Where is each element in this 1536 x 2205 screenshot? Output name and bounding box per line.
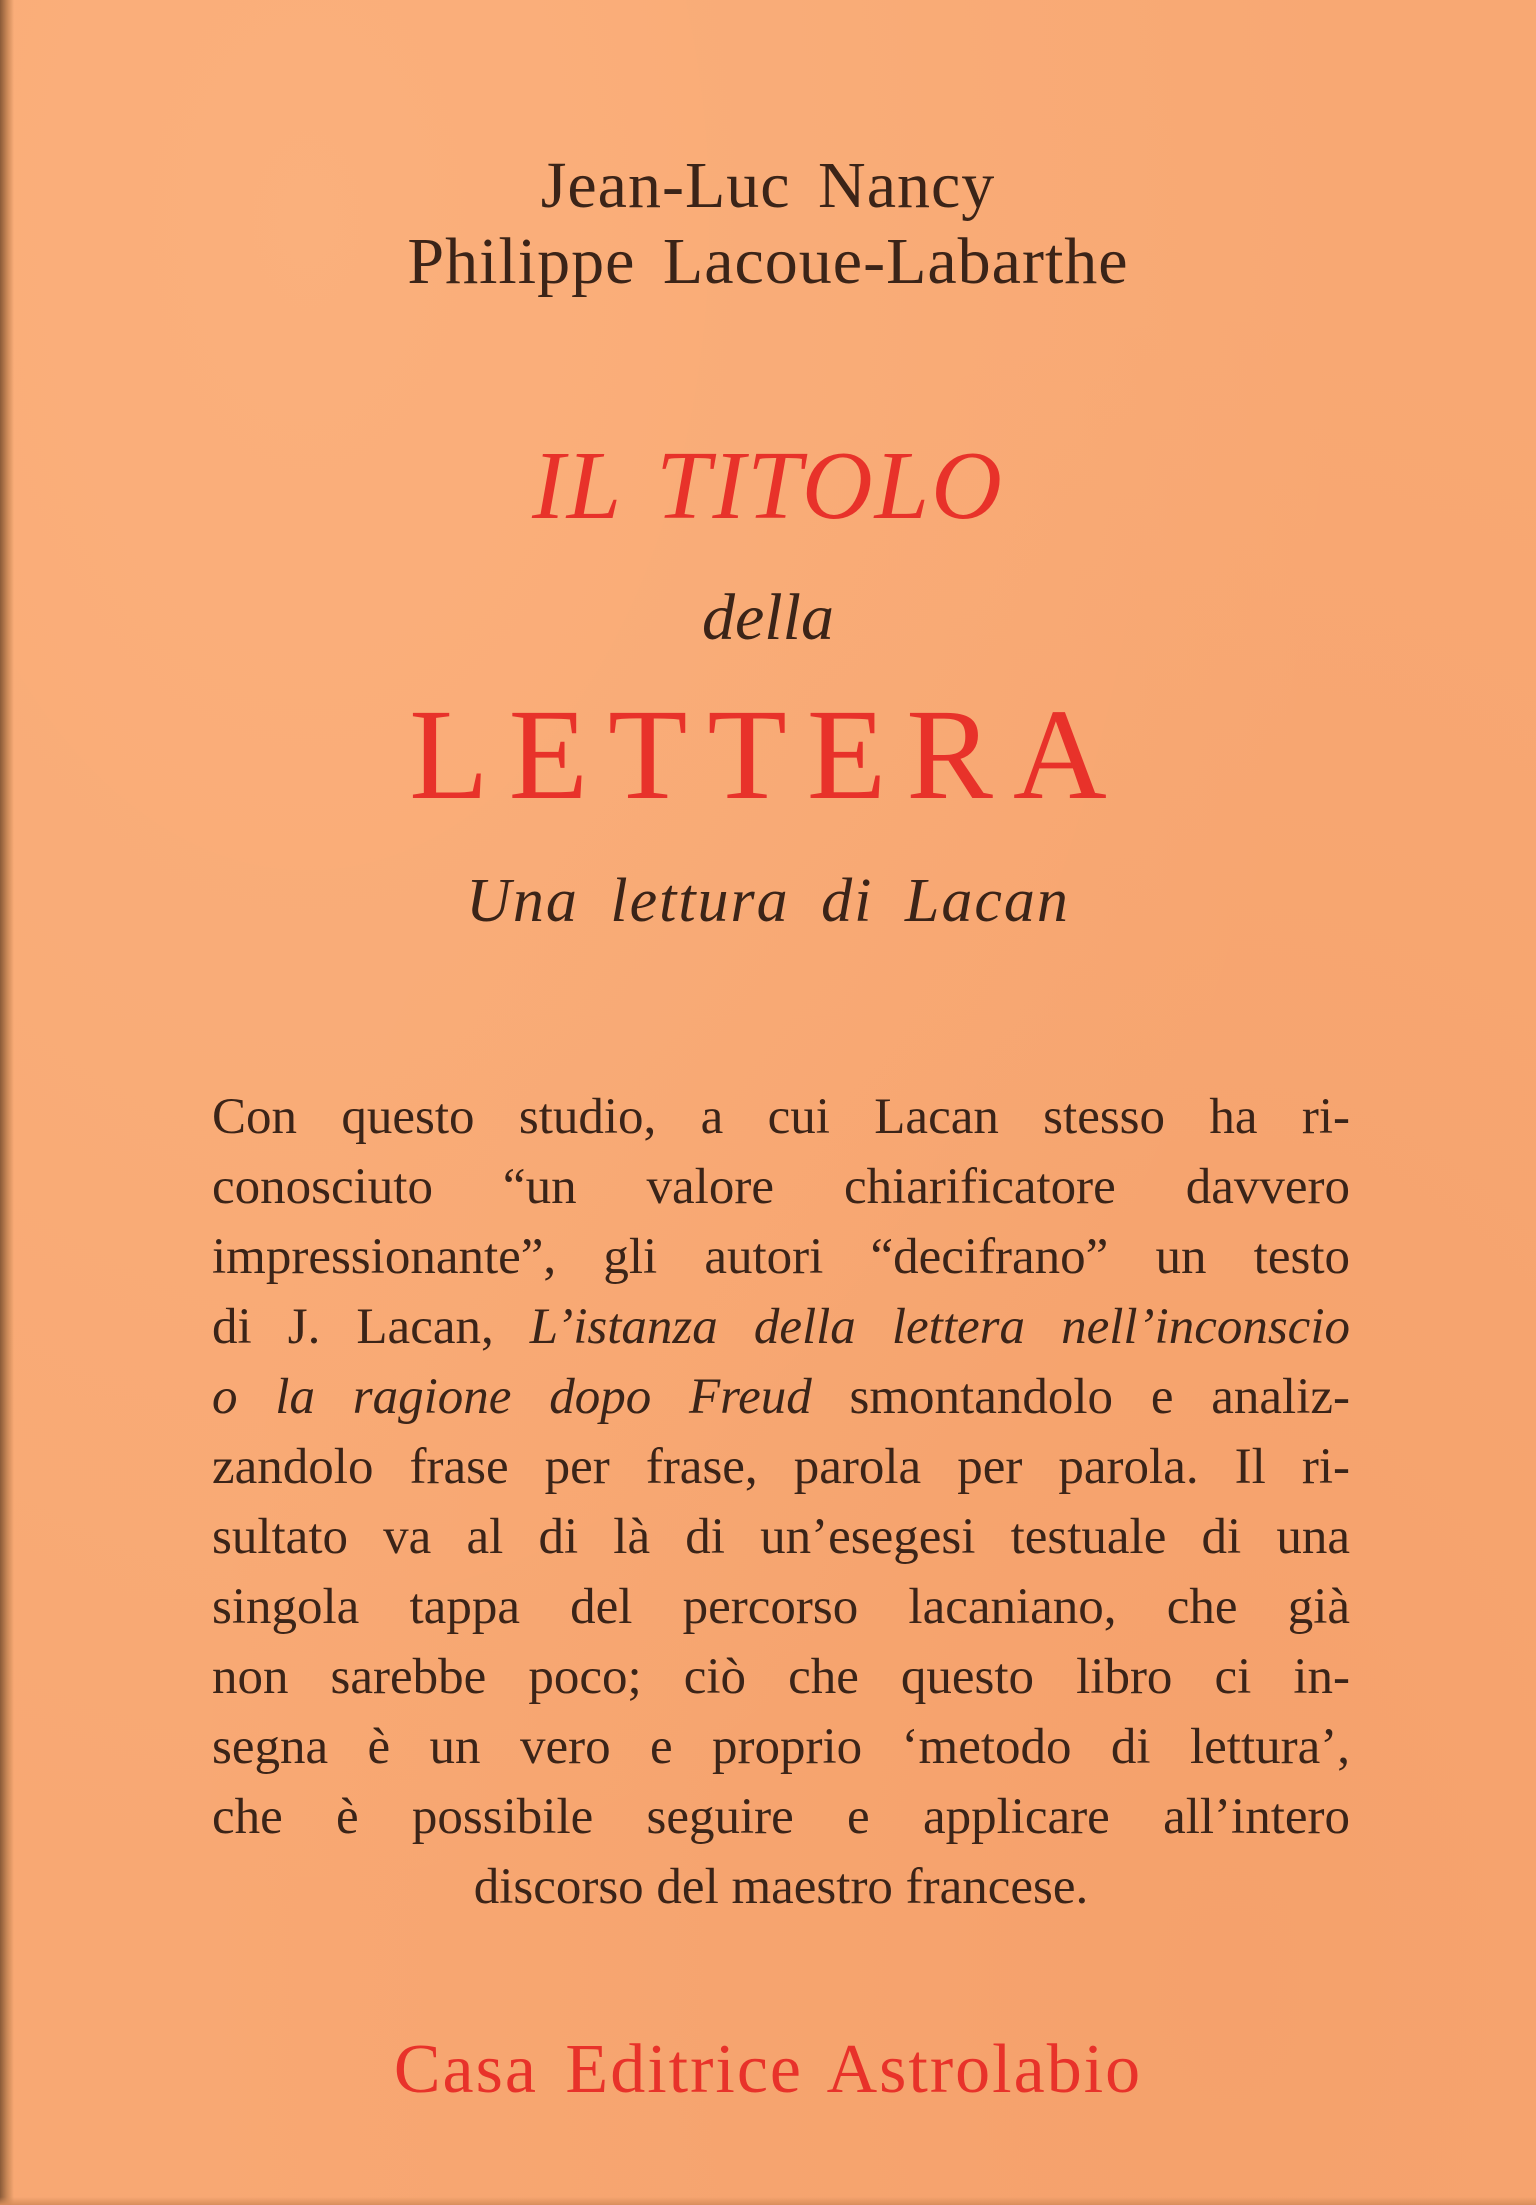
cover-bottom-edge [0, 2197, 1536, 2205]
blurb-line [212, 1432, 1350, 1502]
blurb-line [212, 1642, 1350, 1712]
book-title-connector: della [702, 581, 834, 654]
author-name: Philippe Lacoue-Labarthe [407, 225, 1129, 298]
blurb-line [212, 1292, 1350, 1362]
blurb-italic-text: L’istanza della lettera nell’inconscio [529, 1299, 1350, 1355]
blurb-line [212, 1082, 1350, 1152]
blurb-line [212, 1362, 1350, 1432]
blurb-line [212, 1782, 1350, 1852]
cover-blurb [212, 1082, 1350, 1922]
blurb-text: zandolo frase per frase, parola per parola. Il ri- [212, 1439, 1350, 1495]
blurb-line [212, 1222, 1350, 1292]
cover-spine-edge [0, 0, 14, 2205]
blurb-text: non sarebbe poco; ciò che questo libro ci in- [212, 1649, 1350, 1705]
blurb-line [212, 1712, 1350, 1782]
blurb-text: smontandolo e analiz- [811, 1369, 1350, 1425]
blurb-text: singola tappa del percorso lacaniano, che già [212, 1579, 1350, 1635]
blurb-line [212, 1572, 1350, 1642]
blurb-text: che è possibile seguire e applicare all’intero [212, 1789, 1350, 1845]
book-subtitle: Una lettura di Lacan [466, 867, 1070, 935]
publisher-name: Casa Editrice Astrolabio [393, 2031, 1143, 2108]
blurb-text: discorso del maestro francese. [473, 1859, 1089, 1915]
blurb-text: conosciuto “un valore chiarificatore davvero [212, 1159, 1350, 1215]
blurb-text: impressionante”, gli autori “decifrano” un testo [212, 1229, 1350, 1285]
blurb-text: di J. Lacan, [212, 1299, 530, 1355]
blurb-line [212, 1852, 1350, 1922]
book-title-line: IL TITOLO [532, 432, 1004, 540]
blurb-line [212, 1152, 1350, 1222]
blurb-line [212, 1502, 1350, 1572]
blurb-italic-text: o la ragione dopo Freud [212, 1369, 812, 1425]
blurb-text: segna è un vero e proprio ‘metodo di lettura’, [212, 1719, 1350, 1775]
author-name: Jean-Luc Nancy [540, 149, 996, 222]
blurb-text: Con questo studio, a cui Lacan stesso ha ri- [212, 1089, 1350, 1145]
blurb-text: sultato va al di là di un’esegesi testuale di una [212, 1509, 1350, 1565]
book-title-main: LETTERA [409, 683, 1127, 827]
